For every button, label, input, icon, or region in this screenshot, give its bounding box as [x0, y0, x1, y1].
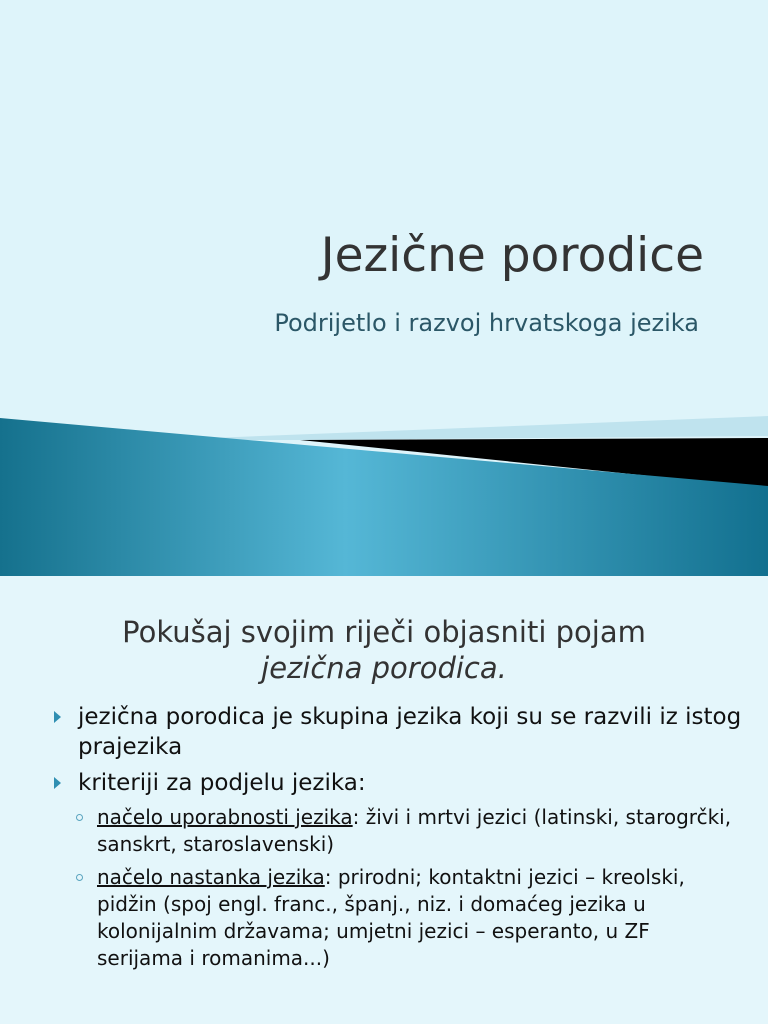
list-item [52, 768, 742, 798]
sub-list-item [52, 864, 742, 972]
subbullet-term: načelo nastanka jezika [97, 865, 325, 889]
triangle-bullet-icon [54, 711, 61, 723]
slide-title: Jezične porodice [320, 228, 704, 283]
content-title [0, 614, 768, 686]
decorative-wave-band [0, 410, 768, 576]
light-stripe [160, 416, 768, 440]
bullet-text: jezična porodica je skupina jezika koji su se razvili iz istog prajezika [78, 704, 742, 760]
ring-bullet-icon [76, 874, 83, 881]
content-slide [0, 576, 768, 1024]
ring-bullet-icon [76, 814, 83, 821]
content-title-term: jezična porodica. [261, 651, 507, 685]
subbullet-text: : živi i mrtvi jezici (latinski, starogrčki, sanskrt, staroslavenski) [97, 805, 732, 856]
bullet-text: kriteriji za podjelu jezika: [78, 770, 366, 796]
triangle-bullet-icon [54, 777, 61, 789]
bullet-list [52, 702, 742, 978]
subbullet-text: : prirodni; kontaktni jezici – kreolski, pidžin (spoj engl. franc., španj., niz. i domaćeg jezika u kolonijalnim državama; umjetni jezici – esperanto, u ZF serijama i romanima...) [97, 865, 685, 970]
sub-list-item [52, 804, 742, 858]
slide-subtitle: Podrijetlo i razvoj hrvatskoga jezika [274, 309, 699, 337]
list-item [52, 702, 742, 762]
subbullet-term: načelo uporabnosti jezika [97, 805, 353, 829]
content-title-line1: Pokušaj svojim riječi objasniti pojam [122, 615, 646, 649]
